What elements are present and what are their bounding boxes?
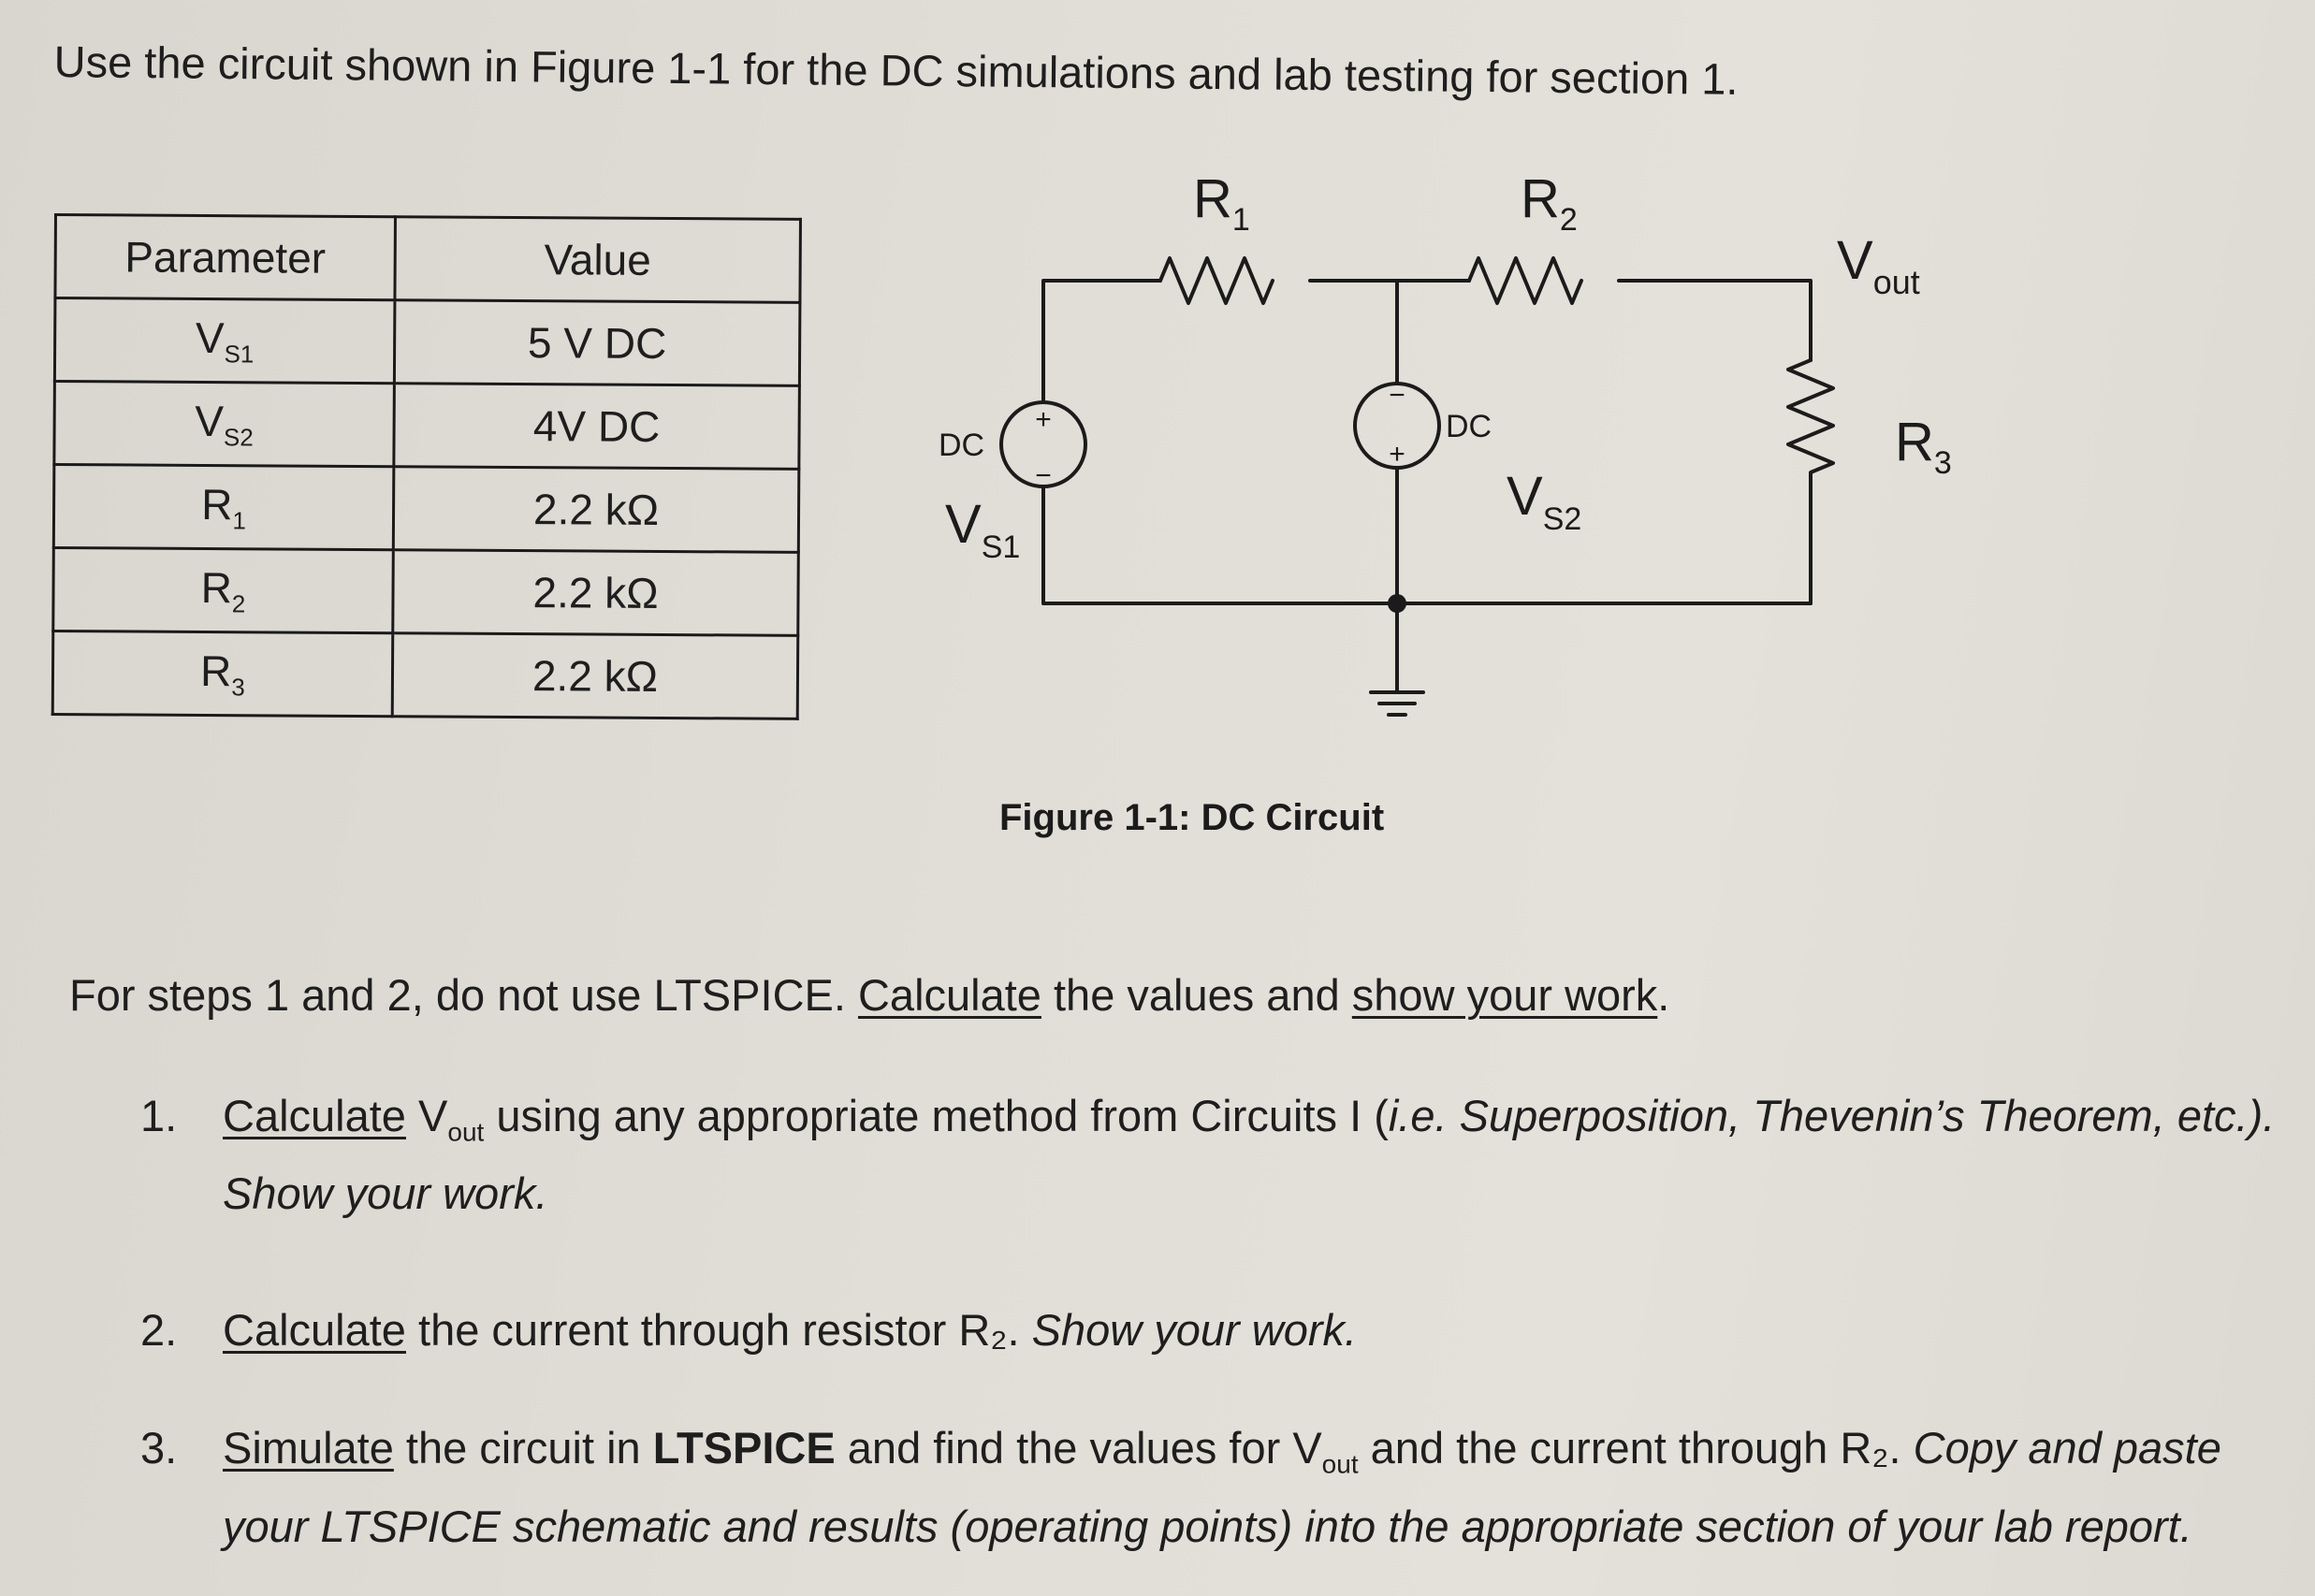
label-vs1: $V_{S1}$ bbox=[945, 494, 1021, 565]
resistor-r2 bbox=[1469, 258, 1581, 303]
list-item: 2. Calculate the current through resistor R₂. Show your work. bbox=[140, 1305, 1358, 1356]
label-vout: $V_{out}$ bbox=[1837, 230, 1920, 301]
wire-left-top bbox=[1043, 281, 1160, 402]
param-cell: $V_{S2}$ bbox=[54, 382, 395, 467]
param-cell: $R_1$ bbox=[53, 465, 394, 550]
value-cell: 2.2 kΩ bbox=[393, 550, 799, 636]
value-cell: 4V DC bbox=[394, 384, 800, 470]
value-cell: 2.2 kΩ bbox=[392, 633, 798, 719]
label-r1: $R_1$ bbox=[1193, 168, 1250, 238]
value-cell: 2.2 kΩ bbox=[393, 467, 799, 553]
node-dot bbox=[1388, 594, 1406, 613]
label-r3: $R_3$ bbox=[1895, 412, 1952, 481]
header-value: Value bbox=[395, 217, 801, 303]
list-item: 1. Calculate $V_{out}$ using any appropriate method from Circuits I (i.e. Superposition, Thevenin’s Theorem, etc.). Show your work. bbox=[140, 1091, 2276, 1219]
label-dc1: DC bbox=[939, 428, 985, 463]
vs1-plus: + bbox=[1035, 404, 1052, 435]
intro-text: Use the circuit shown in Figure 1-1 for the DC simulations and lab testing for section 1. bbox=[53, 36, 1739, 104]
figure-caption: Figure 1-1: DC Circuit bbox=[999, 797, 1385, 838]
vs1-minus: − bbox=[1035, 460, 1052, 491]
param-cell: $R_2$ bbox=[53, 548, 394, 633]
calculate-link-text: Calculate bbox=[857, 970, 1041, 1020]
label-r2: $R_2$ bbox=[1521, 168, 1578, 238]
vs2-plus: + bbox=[1389, 439, 1405, 470]
param-cell: $V_{S1}$ bbox=[54, 298, 395, 384]
label-vs2: $V_{S2}$ bbox=[1507, 466, 1582, 537]
value-cell: 5 V DC bbox=[394, 300, 800, 386]
wire-bottom bbox=[1043, 486, 1811, 603]
label-dc2: DC bbox=[1446, 409, 1492, 444]
list-item: 3. Simulate the circuit in LTSPICE and find the values for $V_{out}$ and the current through R₂. Copy and paste your LTSPICE schematic and results (operating points) into the appropriate section of your lab report. bbox=[140, 1423, 2221, 1551]
resistor-r1 bbox=[1160, 258, 1273, 303]
steps-intro: For steps 1 and 2, do not use LTSPICE. Calculate the values and show your work. bbox=[69, 970, 1670, 1020]
resistor-r3 bbox=[1788, 360, 1833, 603]
vs2-minus: − bbox=[1389, 380, 1405, 411]
param-cell: $R_3$ bbox=[52, 631, 393, 717]
ground-icon bbox=[1371, 603, 1423, 715]
steps-list bbox=[140, 1085, 2283, 1558]
wire-right-top bbox=[1619, 281, 1811, 360]
header-parameter: Parameter bbox=[55, 215, 396, 300]
show-work-text: show your work bbox=[1351, 970, 1658, 1020]
